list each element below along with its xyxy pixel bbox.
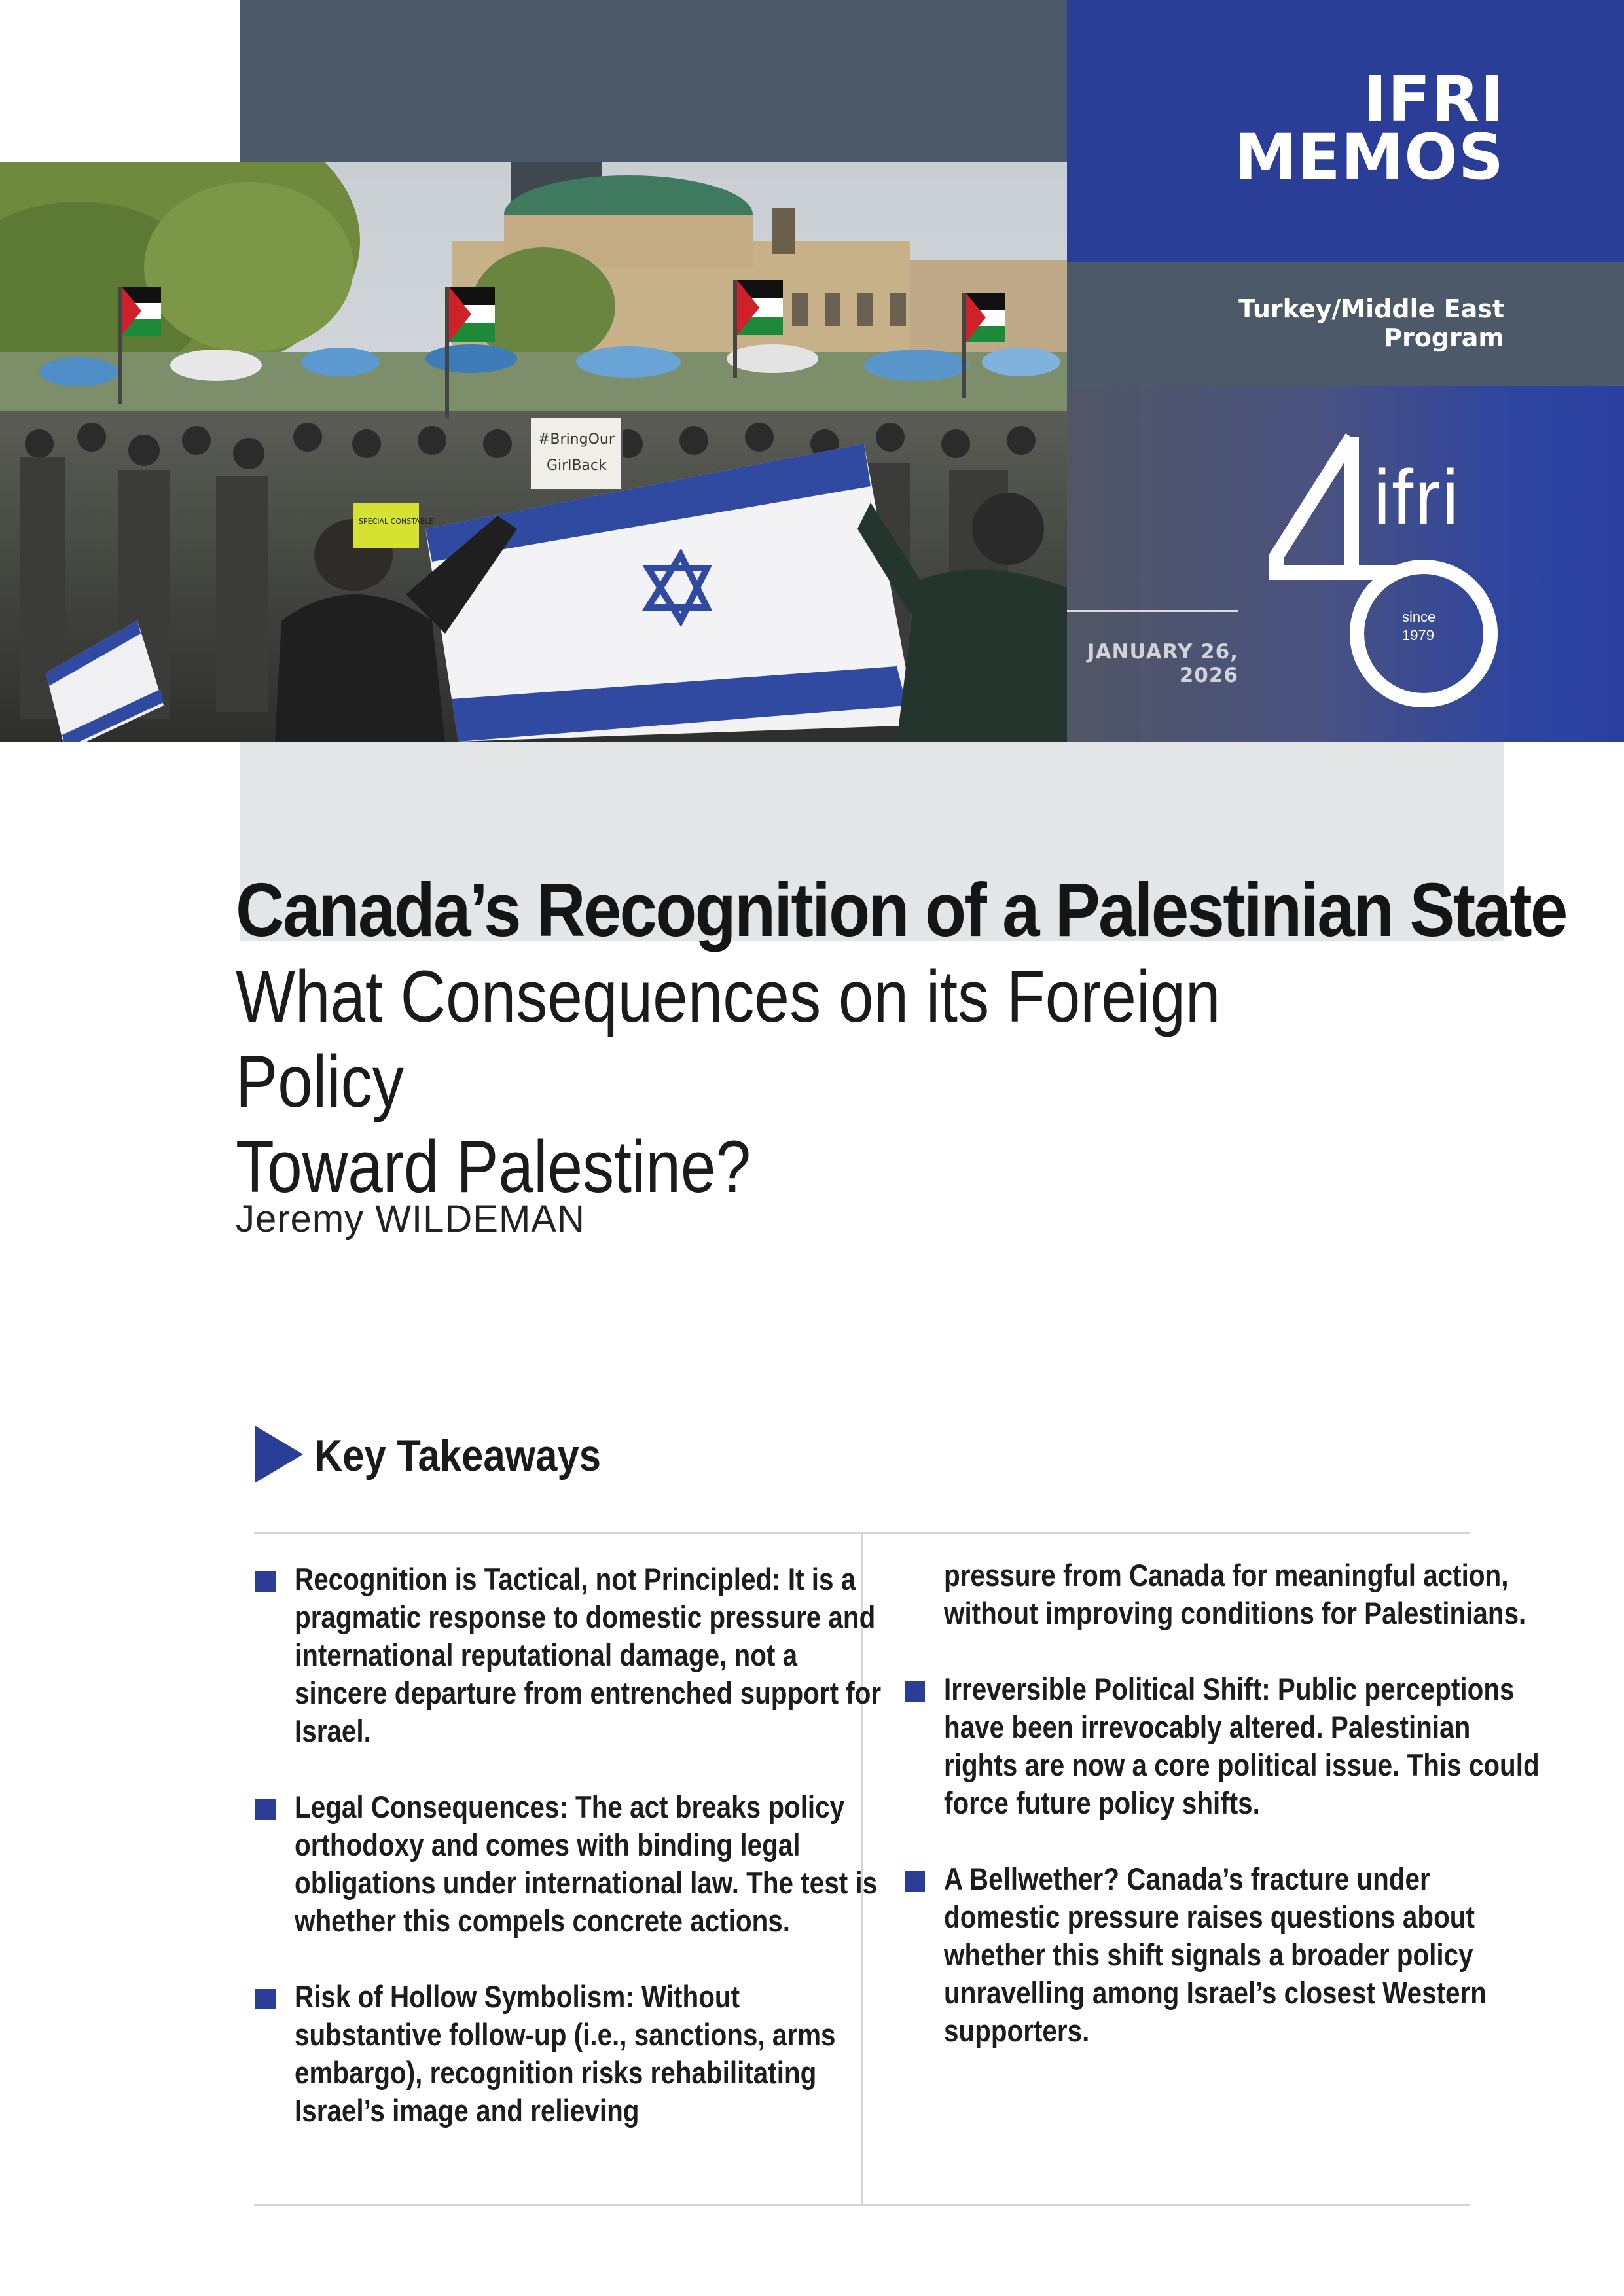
logo-year: 1979 bbox=[1402, 627, 1434, 643]
author-name: Jeremy WILDEMAN bbox=[236, 1198, 585, 1240]
takeaway-continuation bbox=[903, 1556, 1526, 1632]
takeaway-item bbox=[254, 1560, 882, 1750]
vest-label: SPECIAL CONSTABLE bbox=[359, 517, 434, 526]
takeaway-text: Irreversible Political Shift: Public perceptions have been irrevocably altered. Palestinian rights are now a core political issue. This could force future policy shifts. bbox=[944, 1672, 1540, 1820]
square-bullet-icon bbox=[255, 1989, 276, 2009]
logo-wordmark: ifri bbox=[1373, 454, 1460, 541]
sign-text-line1: #BringOur bbox=[538, 431, 615, 448]
series-title bbox=[1234, 63, 1504, 194]
document-title: Canada’s Recognition of a Palestinian State bbox=[236, 867, 1566, 952]
square-bullet-icon bbox=[905, 1681, 925, 1702]
takeaways-bottom-rule bbox=[254, 2204, 1470, 2206]
key-takeaways-heading: Key Takeaways bbox=[314, 1431, 602, 1480]
takeaways-left-column bbox=[254, 1560, 882, 2168]
program-name bbox=[1238, 295, 1504, 352]
document-subtitle-line1: What Consequences on its Foreign Policy bbox=[236, 956, 1221, 1122]
sign-text-line2: GirlBack bbox=[547, 457, 607, 474]
takeaway-text: A Bellwether? Canada’s fracture under domestic pressure raises questions about whether this shift signals a broader policy unravelling among Israel’s closest Western supporters. bbox=[944, 1861, 1487, 2048]
square-bullet-icon bbox=[905, 1871, 925, 1892]
cover-photo bbox=[0, 162, 1067, 742]
document-subtitle bbox=[236, 954, 1362, 1210]
program-name-line2: Program bbox=[1384, 323, 1504, 352]
takeaways-right-column bbox=[903, 1556, 1540, 2088]
photo-protest-sign bbox=[530, 418, 622, 490]
program-name-line1: Turkey/Middle East bbox=[1238, 295, 1504, 323]
document-subtitle-line2: Toward Palestine? bbox=[236, 1126, 751, 1208]
takeaway-text: Recognition is Tactical, not Principled: It is a pragmatic response to domestic pressure and international reputational damage, not a sincere departure from entrenched support for Israel. bbox=[295, 1562, 882, 1748]
logo-since: since bbox=[1402, 609, 1436, 625]
series-title-line1: IFRI bbox=[1363, 63, 1504, 136]
takeaway-text: Risk of Hollow Symbolism: Without substantive follow-up (i.e., sanctions, arms embargo), recognition risks rehabilitating Israel’s image and relieving bbox=[295, 1979, 836, 2128]
header-slate-band bbox=[240, 0, 1067, 162]
takeaway-item bbox=[903, 1670, 1540, 1822]
takeaway-item bbox=[254, 1788, 878, 1940]
takeaway-item bbox=[903, 1860, 1492, 2050]
brand-block bbox=[1067, 0, 1624, 262]
date-divider bbox=[1067, 610, 1238, 612]
play-arrow-icon bbox=[255, 1426, 303, 1483]
publication-date-line1: JANUARY 26, bbox=[1087, 640, 1238, 664]
takeaway-text: Legal Consequences: The act breaks policy orthodoxy and comes with binding legal obligations under international law. The test is whether this compels concrete actions. bbox=[295, 1789, 878, 1938]
publication-date bbox=[1067, 640, 1238, 687]
ifri-40-logo bbox=[1263, 432, 1512, 707]
program-block bbox=[1067, 262, 1624, 386]
publication-date-line2: 2026 bbox=[1179, 664, 1238, 687]
cover-photo-illustration bbox=[0, 162, 1067, 742]
series-title-line2: MEMOS bbox=[1234, 120, 1504, 194]
takeaway-item bbox=[254, 1978, 856, 2130]
square-bullet-icon bbox=[255, 1799, 276, 1820]
square-bullet-icon bbox=[255, 1571, 276, 1592]
takeaway-continuation-text: pressure from Canada for meaningful action, without improving conditions for Palestinians. bbox=[944, 1558, 1526, 1630]
